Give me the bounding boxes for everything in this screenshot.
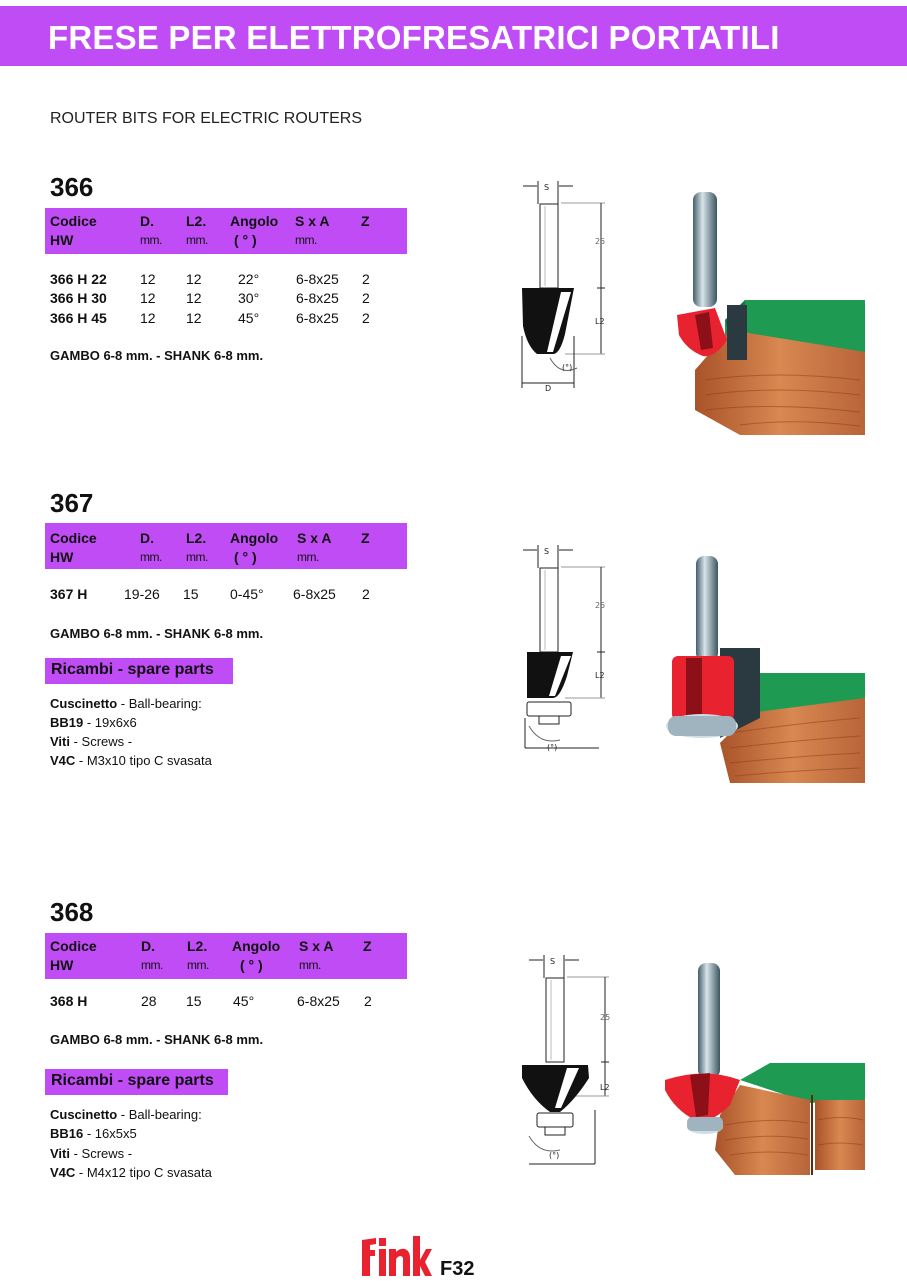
table-cell-l2: 15	[186, 993, 202, 1009]
spare-line-value: - Screws -	[70, 734, 133, 749]
product-illustration-368	[660, 955, 870, 1180]
table-cell-angle: 30°	[238, 290, 260, 306]
spare-line-key: Viti	[50, 1146, 70, 1161]
shank-note: GAMBO 6-8 mm. - SHANK 6-8 mm.	[50, 1032, 264, 1047]
spare-line	[50, 753, 212, 768]
drawing-label-shank-length: 25	[595, 601, 606, 610]
col-code-label: Codice	[50, 530, 97, 546]
page-subtitle: ROUTER BITS FOR ELECTRIC ROUTERS	[50, 110, 363, 127]
table-cell-z: 2	[362, 310, 370, 326]
table-header	[45, 933, 407, 979]
table-cell-sxa: 6-8x25	[296, 310, 339, 326]
table-header	[45, 523, 407, 569]
drawing-label-l2: L2	[595, 671, 605, 680]
table-cell-l2: 12	[186, 290, 202, 306]
product-number: 366	[50, 172, 94, 202]
col-l2-unit: mm.	[186, 550, 208, 564]
table-cell-angle: 0-45°	[230, 586, 264, 602]
spare-line	[50, 696, 202, 711]
page-title: FRESE PER ELETTROFRESATRICI PORTATILI	[48, 19, 780, 56]
spare-line	[50, 715, 137, 730]
col-code-label: Codice	[50, 938, 97, 954]
col-l2-unit: mm.	[186, 233, 208, 247]
product-illustration-367	[660, 548, 870, 788]
col-code-sub: HW	[50, 232, 74, 248]
spare-parts-header	[45, 658, 233, 684]
table-cell-d: 28	[141, 993, 157, 1009]
table-cell-l2: 12	[186, 271, 202, 287]
spare-line-key: BB16	[50, 1126, 84, 1141]
technical-drawing-368	[505, 950, 625, 1170]
table-cell-sxa: 6-8x25	[296, 290, 339, 306]
spare-line-key: Viti	[50, 734, 70, 749]
spare-line-key: Cuscinetto	[50, 696, 118, 711]
drawing-label-shank-length: 25	[600, 1013, 611, 1022]
fink-logo	[360, 1230, 432, 1280]
col-angle-label: Angolo	[230, 530, 279, 546]
col-angle-unit: ( ° )	[234, 232, 257, 248]
page-number: F32	[440, 1258, 475, 1280]
drawing-label-angle: (°)	[549, 1151, 560, 1160]
col-sxa-label: S x A	[295, 213, 330, 229]
header-banner	[0, 6, 907, 66]
table-cell-d: 12	[140, 310, 156, 326]
table-cell-z: 2	[362, 290, 370, 306]
spare-line-key: BB19	[50, 715, 84, 730]
col-l2-label: L2.	[186, 213, 207, 229]
spare-line	[50, 734, 132, 749]
spare-parts-header	[45, 1069, 228, 1095]
table-cell-angle: 45°	[238, 310, 260, 326]
table-cell-code: 366 H 45	[50, 310, 107, 326]
table-cell-d: 12	[140, 271, 156, 287]
col-d-label: D.	[140, 530, 154, 546]
spare-line	[50, 1165, 212, 1180]
col-angle-unit: ( ° )	[234, 549, 257, 565]
col-l2-label: L2.	[187, 938, 208, 954]
spare-line-key: V4C	[50, 1165, 76, 1180]
table-cell-code: 368 H	[50, 993, 88, 1009]
col-z-label: Z	[361, 213, 370, 229]
table-cell-angle: 22°	[238, 271, 260, 287]
col-angle-label: Angolo	[230, 213, 279, 229]
col-d-label: D.	[140, 213, 154, 229]
technical-drawing-367	[505, 540, 625, 760]
table-cell-code: 366 H 22	[50, 271, 107, 287]
col-angle-label: Angolo	[232, 938, 281, 954]
drawing-label-d: D	[545, 384, 552, 393]
spare-line-value: - M3x10 tipo C svasata	[75, 753, 212, 768]
table-cell-z: 2	[364, 993, 372, 1009]
col-d-unit: mm.	[141, 958, 163, 972]
drawing-label-angle: (°)	[562, 363, 573, 372]
col-code-sub: HW	[50, 957, 74, 973]
product-illustration-366	[665, 180, 870, 440]
col-z-label: Z	[363, 938, 372, 954]
col-code-sub: HW	[50, 549, 74, 565]
spare-parts-title: Ricambi - spare parts	[51, 1072, 214, 1089]
table-cell-d: 12	[140, 290, 156, 306]
spare-line	[50, 1126, 137, 1141]
col-sxa-unit: mm.	[297, 550, 319, 564]
drawing-label-s: S	[550, 957, 556, 966]
spare-line-value: - 16x5x5	[83, 1126, 137, 1141]
drawing-label-l2: L2	[600, 1083, 610, 1092]
product-number: 367	[50, 488, 94, 518]
drawing-label-angle: (°)	[547, 743, 558, 752]
spare-line	[50, 1107, 202, 1122]
drawing-label-shank-length: 25	[595, 237, 606, 246]
col-l2-label: L2.	[186, 530, 207, 546]
table-cell-l2: 12	[186, 310, 202, 326]
drawing-label-s: S	[544, 547, 550, 556]
col-sxa-unit: mm.	[295, 233, 317, 247]
table-cell-sxa: 6-8x25	[297, 993, 340, 1009]
col-z-label: Z	[361, 530, 370, 546]
table-cell-sxa: 6-8x25	[296, 271, 339, 287]
col-d-unit: mm.	[140, 233, 162, 247]
table-cell-code: 366 H 30	[50, 290, 107, 306]
spare-line-value: - Ball-bearing:	[117, 696, 202, 711]
spare-parts-title: Ricambi - spare parts	[51, 661, 214, 678]
spare-line-key: Cuscinetto	[50, 1107, 118, 1122]
table-cell-code: 367 H	[50, 586, 88, 602]
col-sxa-label: S x A	[297, 530, 332, 546]
col-code-label: Codice	[50, 213, 97, 229]
spare-line-value: - Screws -	[70, 1146, 133, 1161]
col-d-unit: mm.	[140, 550, 162, 564]
spare-line-value: - Ball-bearing:	[117, 1107, 202, 1122]
table-cell-l2: 15	[183, 586, 199, 602]
shank-note: GAMBO 6-8 mm. - SHANK 6-8 mm.	[50, 626, 264, 641]
spare-line-value: - 19x6x6	[83, 715, 137, 730]
table-cell-z: 2	[362, 586, 370, 602]
table-header	[45, 208, 407, 254]
col-angle-unit: ( ° )	[240, 957, 263, 973]
table-cell-sxa: 6-8x25	[293, 586, 336, 602]
product-number: 368	[50, 897, 94, 927]
table-cell-angle: 45°	[233, 993, 255, 1009]
table-cell-z: 2	[362, 271, 370, 287]
technical-drawing-366	[505, 176, 625, 396]
spare-line-key: V4C	[50, 753, 76, 768]
spare-line	[50, 1146, 132, 1161]
drawing-label-s: S	[544, 183, 550, 192]
shank-note: GAMBO 6-8 mm. - SHANK 6-8 mm.	[50, 348, 264, 363]
drawing-label-l2: L2	[595, 317, 605, 326]
table-cell-d: 19-26	[124, 586, 160, 602]
col-sxa-unit: mm.	[299, 958, 321, 972]
col-l2-unit: mm.	[187, 958, 209, 972]
col-d-label: D.	[141, 938, 155, 954]
spare-line-value: - M4x12 tipo C svasata	[75, 1165, 212, 1180]
col-sxa-label: S x A	[299, 938, 334, 954]
